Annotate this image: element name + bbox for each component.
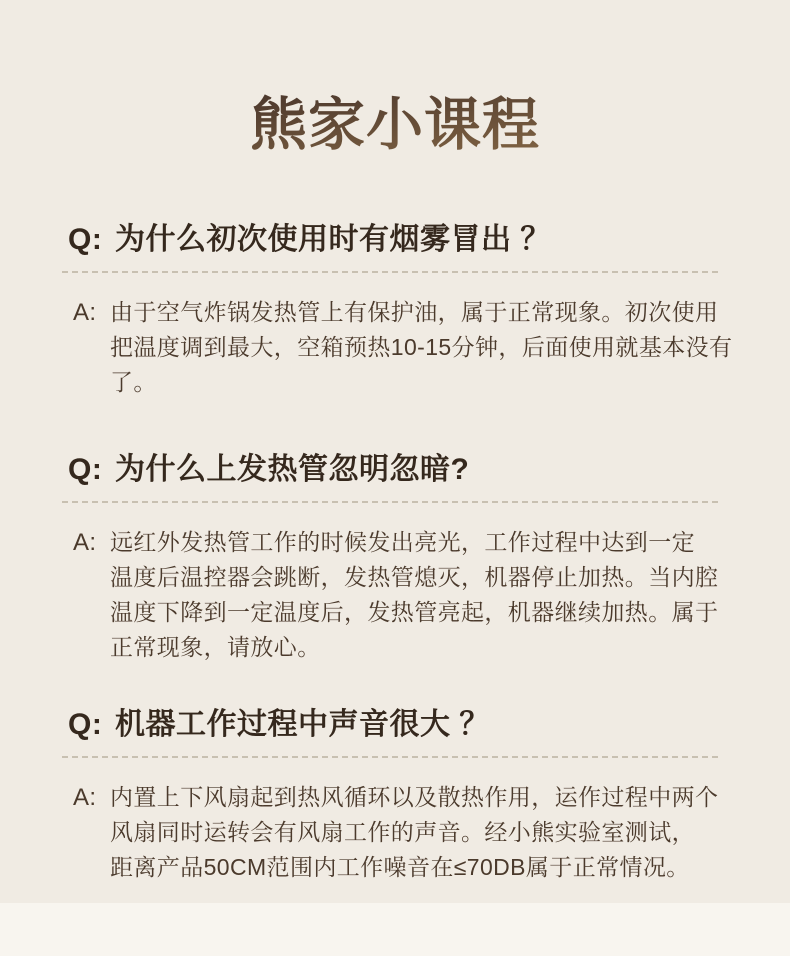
- dashed-divider: [62, 271, 720, 273]
- faq-item-smoke: [0, 224, 790, 400]
- page-title: 熊家小课程: [0, 92, 790, 158]
- answer-line: 正常现象，请放心。: [110, 634, 321, 660]
- question-row: [0, 224, 790, 256]
- answer-text: [110, 295, 733, 400]
- question-marker: Q:: [68, 708, 103, 741]
- question-row: [0, 454, 790, 486]
- answer-row: [0, 780, 790, 885]
- question-text: 为什么初次使用时有烟雾冒出 ？: [115, 223, 551, 256]
- dashed-divider: [62, 756, 720, 758]
- answer-line: 温度后温控器会跳断，发热管熄灭，机器停止加热。当内腔: [110, 564, 719, 590]
- answer-line: 由于空气炸锅发热管上有保护油，属于正常现象。初次使用: [110, 299, 719, 325]
- answer-row: [0, 525, 790, 665]
- faq-item-heater-flicker: [0, 454, 790, 665]
- next-section-background: [0, 903, 790, 956]
- answer-text: [110, 525, 718, 665]
- faq-item-noise: [0, 709, 790, 885]
- answer-text: [110, 780, 718, 885]
- dashed-divider: [62, 501, 720, 503]
- answer-line: 内置上下风扇起到热风循环以及散热作用，运作过程中两个: [110, 784, 719, 810]
- answer-line: 了。: [110, 369, 157, 395]
- question-marker: Q:: [68, 453, 103, 486]
- answer-line: 风扇同时运转会有风扇工作的声音。经小熊实验室测试，: [110, 819, 695, 845]
- question-row: [0, 709, 790, 741]
- answer-marker: A:: [73, 299, 97, 326]
- answer-row: [0, 295, 790, 400]
- answer-line: 把温度调到最大，空箱预热10-15分钟，后面使用就基本没有: [110, 334, 733, 360]
- question-text: 机器工作过程中声音很大 ？: [115, 708, 490, 741]
- answer-line: 距离产品50CM范围内工作噪音在≤70DB属于正常情况。: [110, 854, 690, 880]
- answer-line: 远红外发热管工作的时候发出亮光，工作过程中达到一定: [110, 529, 695, 555]
- answer-marker: A:: [73, 784, 97, 811]
- question-text: 为什么上发热管忽明忽暗?: [115, 453, 470, 486]
- answer-marker: A:: [73, 529, 97, 556]
- question-marker: Q:: [68, 223, 103, 256]
- answer-line: 温度下降到一定温度后，发热管亮起，机器继续加热。属于: [110, 599, 719, 625]
